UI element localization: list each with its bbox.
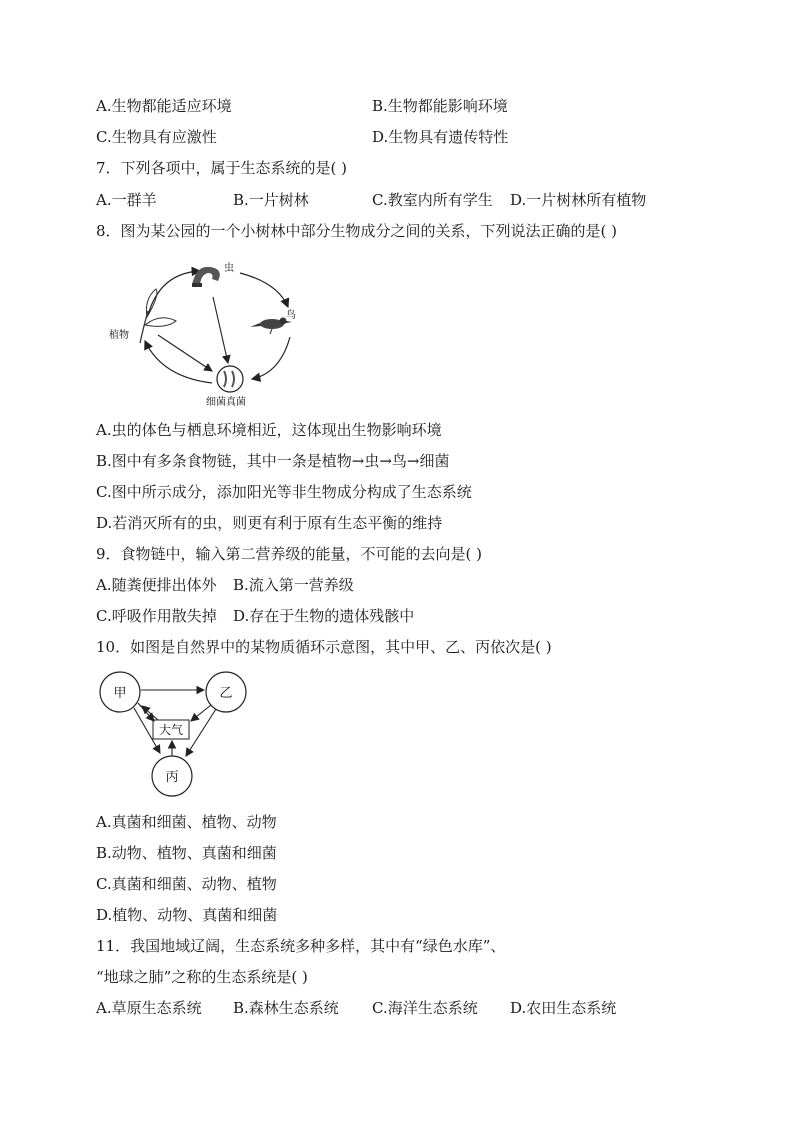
arrow-atmosphere-to-jia: [142, 706, 158, 720]
caterpillar-icon: [192, 267, 220, 287]
q10-option-d: D.植物、动物、真菌和细菌: [96, 906, 278, 924]
label-insect: 虫: [224, 263, 234, 274]
q6-option-c: C.生物具有应激性: [96, 128, 217, 146]
label-bing: 丙: [165, 770, 179, 785]
q8-option-d: D.若消灭所有的虫，则更有利于原有生态平衡的维持: [96, 514, 443, 532]
bacteria-fungi-icon: [217, 366, 243, 392]
q9-option-b: B.流入第一营养级: [233, 576, 354, 594]
q8-option-b: B.图中有多条食物链，其中一条是植物→虫→鸟→细菌: [96, 452, 450, 470]
label-atmosphere: 大气: [158, 723, 184, 737]
q10-option-c: C.真菌和细菌、动物、植物: [96, 875, 277, 893]
label-yi: 乙: [219, 686, 233, 701]
label-jia: 甲: [113, 686, 127, 701]
q7-option-b: B.一片树林: [233, 191, 309, 209]
arrow-bird-to-decomposer: [252, 337, 290, 379]
q8-option-c: C.图中所示成分，添加阳光等非生物成分构成了生态系统: [96, 483, 472, 501]
q8-stem: 8．图为某公园的一个小树林中部分生物成分之间的关系，下列说法正确的是( ): [96, 222, 618, 240]
food-web-figure: [100, 255, 315, 415]
cycle-diagram: [98, 670, 254, 800]
arrow-plant-to-decomposer: [158, 335, 212, 371]
q10-option-b: B.动物、植物、真菌和细菌: [96, 844, 277, 862]
label-bird: 鸟: [286, 310, 296, 321]
arrow-insect-to-bird: [240, 273, 288, 307]
arrow-plant-to-insect: [148, 271, 200, 315]
q11-option-b: B.森林生态系统: [233, 999, 339, 1017]
q11-stem-line1: 11．我国地域辽阔，生态系统多种多样，其中有“绿色水库”、: [96, 937, 506, 955]
q7-option-d: D.一片树林所有植物: [510, 191, 647, 209]
q6-option-d: D.生物具有遗传特性: [372, 128, 509, 146]
plant-icon: [140, 289, 176, 343]
q6-option-b: B.生物都能影响环境: [372, 97, 508, 115]
q8-option-a: A.虫的体色与栖息环境相近，这体现出生物影响环境: [96, 421, 442, 439]
arrow-yi-to-bing: [186, 709, 216, 756]
q9-option-c: C.呼吸作用散失掉: [96, 607, 217, 625]
q9-option-a: A.随粪便排出体外: [96, 576, 217, 594]
q11-option-c: C.海洋生态系统: [372, 999, 478, 1017]
q10-stem: 10．如图是自然界中的某物质循环示意图，其中甲、乙、丙依次是( ): [96, 638, 552, 656]
q10-option-a: A.真菌和细菌、植物、动物: [96, 813, 277, 831]
arrow-yi-to-atmosphere: [191, 705, 211, 721]
q7-option-a: A.一群羊: [96, 191, 157, 209]
q9-option-d: D.存在于生物的遗体残骸中: [233, 607, 415, 625]
arrow-insect-to-decomposer: [213, 297, 228, 363]
label-plant: 植物: [109, 330, 129, 341]
arrow-decomposer-to-plant: [145, 341, 212, 383]
label-decomposer: 细菌真菌: [206, 397, 246, 408]
q9-stem: 9．食物链中，输入第二营养级的能量，不可能的去向是( ): [96, 545, 483, 563]
q11-stem-line2: “地球之肺”之称的生态系统是( ): [96, 968, 308, 986]
q11-option-a: A.草原生态系统: [96, 999, 202, 1017]
q7-option-c: C.教室内所有学生: [372, 191, 493, 209]
q11-option-d: D.农田生态系统: [510, 999, 617, 1017]
q6-option-a: A.生物都能适应环境: [96, 97, 232, 115]
q7-stem: 7．下列各项中，属于生态系统的是( ): [96, 159, 348, 177]
